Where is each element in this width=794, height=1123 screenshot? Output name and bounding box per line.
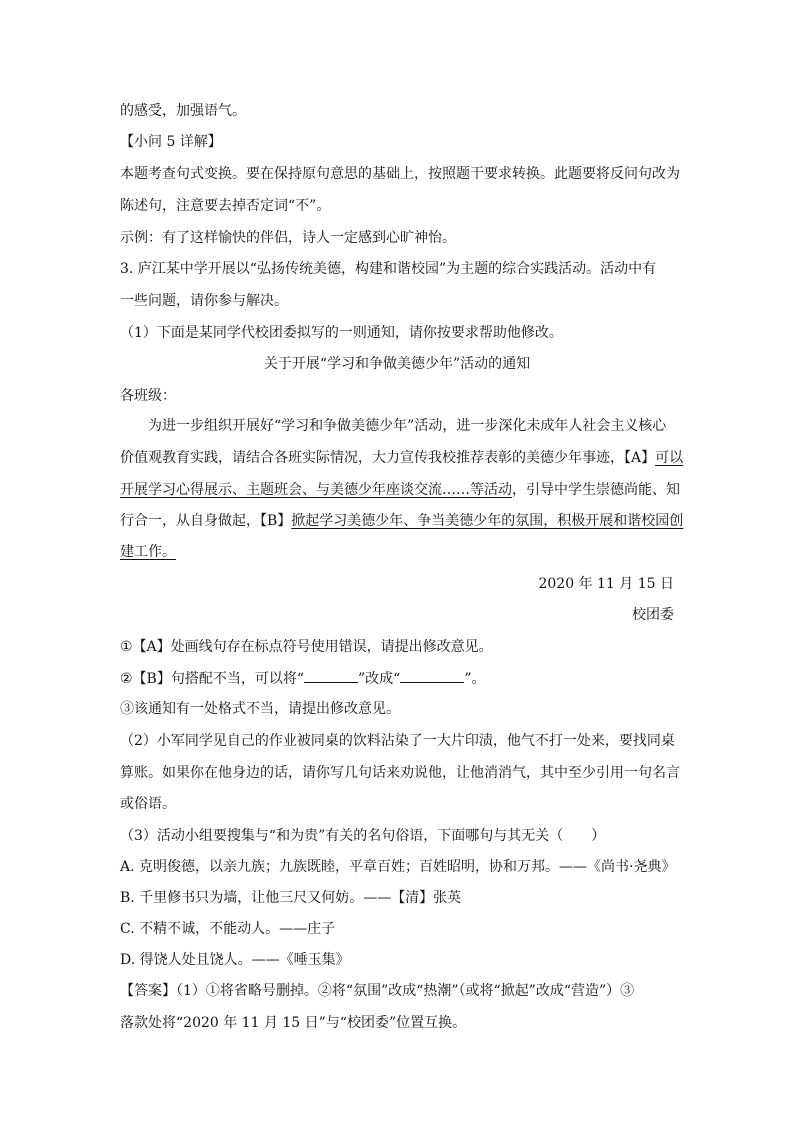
text-line: 的感受，加强语气。 — [120, 103, 246, 119]
question-stem: 3. 庐江某中学开展以“弘扬传统美德，构建和谐校园”为主题的综合实践活动。活动中有 — [120, 261, 657, 277]
notice-signature: 校团委 — [632, 607, 674, 623]
sub-question: 算账。如果你在他身边的话，请你写几句话来劝说他，让他消消气，其中至少引用一句名言 — [120, 765, 680, 781]
option-c: C. 不精不诚，不能动人。——庄子 — [120, 921, 336, 937]
underlined-sentence-a: 开展学习心得展示、主题班会、与美德少年座谈交流……等活动 — [120, 482, 512, 498]
answer-line: 落款处将“2020 年 11 月 15 日”与“校团委”位置互换。 — [120, 1015, 467, 1031]
answer-label: 【答案】 — [120, 983, 176, 999]
notice-body-line: 价值观教育实践，请结合各班实际情况，大力宣传我校推荐表彰的美德少年事迹，【A】可以 — [120, 450, 684, 466]
answer-blank[interactable] — [304, 668, 358, 683]
mark-a: 【A】 — [624, 450, 656, 466]
option-b: B. 千里修书只为墙，让他三尺又何妨。——【清】张英 — [120, 890, 462, 906]
underlined-sentence-b: 建工作。 — [120, 544, 176, 560]
notice-body-line: 行合一，从自身做起，【B】掀起学习美德少年、争当美德少年的氛围，积极开展和谐校园创 — [120, 513, 684, 529]
notice-date: 2020 年 11 月 15 日 — [538, 576, 674, 592]
question-stem: 一些问题，请你参与解决。 — [120, 293, 288, 309]
section-heading: 【小问 5 详解】 — [120, 134, 222, 150]
option-d: D. 得饶人处且饶人。——《唾玉集》 — [120, 952, 350, 968]
notice-body-line: 为进一步组织开展好“学习和争做美德少年”活动，进一步深化未成年人社会主义核心 — [148, 418, 667, 434]
answer-line: 【答案】（1）①将省略号删掉。②将“氛围”改成“热潮”（或将“掀起”改成“营造”）③ — [120, 983, 635, 999]
question-item: ②【B】句搭配不当，可以将“ ”改成“ ”。 — [120, 668, 486, 689]
text-line: 示例：有了这样愉快的伴侣，诗人一定感到心旷神怡。 — [120, 230, 456, 246]
notice-title: 关于开展“学习和争做美德少年”活动的通知 — [263, 356, 531, 372]
text-line: 本题考查句式变换。要在保持原句意思的基础上，按照题干要求转换。此题要将反问句改为 — [120, 166, 680, 182]
underlined-sentence-b: 掀起学习美德少年、争当美德少年的氛围，积极开展和谐校园创 — [291, 513, 684, 529]
sub-question: 或俗语。 — [120, 796, 176, 812]
underlined-sentence-a: 可以 — [655, 450, 684, 466]
option-a: A. 克明俊德，以亲九族；九族既睦，平章百姓；百姓昭明，协和万邦。——《尚书·尧典》 — [120, 859, 676, 875]
sub-question: （3）活动小组要搜集与“和为贵”有关的名句俗语，下面哪句与其无关（ ） — [120, 828, 606, 844]
notice-salutation: 各班级： — [120, 388, 176, 404]
answer-blank[interactable] — [400, 668, 464, 683]
sub-question: （2）小军同学见自己的作业被同桌的饮料沾染了一大片印渍，他气不打一处来，要找同桌 — [120, 733, 675, 749]
question-item: ③该通知有一处格式不当，请提出修改意见。 — [120, 701, 400, 717]
sub-question: （1）下面是某同学代校团委拟写的一则通知，请你按要求帮助他修改。 — [120, 325, 563, 341]
notice-body-line: 开展学习心得展示、主题班会、与美德少年座谈交流……等活动，引导中学生崇德尚能、知 — [120, 482, 680, 498]
mark-b: 【B】 — [260, 513, 292, 529]
question-item: ①【A】处画线句存在标点符号使用错误，请提出修改意见。 — [120, 639, 493, 655]
notice-body-line — [120, 542, 176, 562]
text-line: 陈述句，注意要去掉否定词“不”。 — [120, 198, 331, 214]
